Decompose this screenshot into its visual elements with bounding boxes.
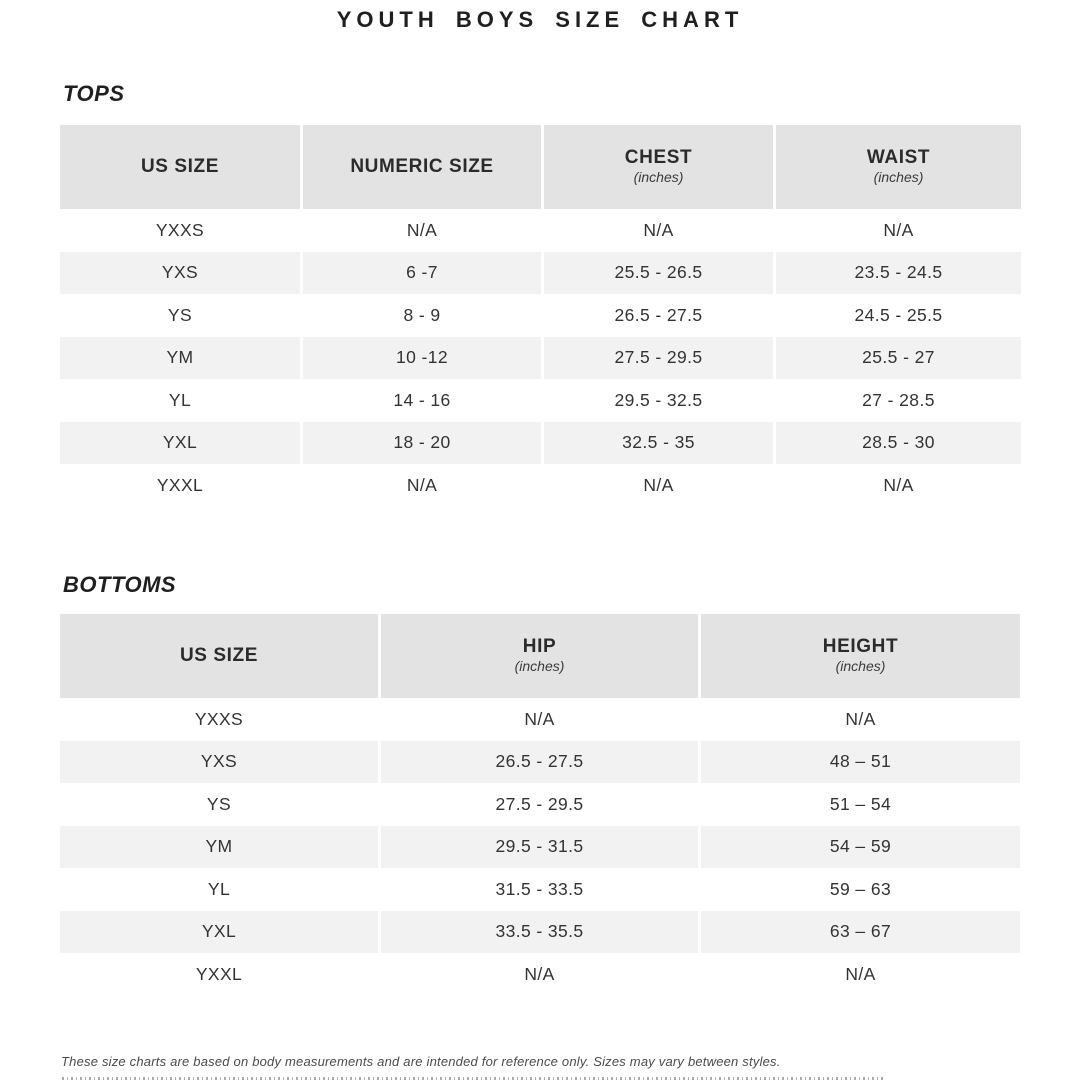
column-label: US SIZE	[179, 644, 259, 666]
table-cell: YXS	[60, 741, 378, 784]
section-heading-bottoms: BOTTOMS	[63, 572, 177, 597]
table-cell: N/A	[701, 698, 1020, 741]
column-label: CHEST	[624, 147, 693, 169]
header-cell-waist	[776, 125, 1021, 209]
table-row	[60, 337, 1021, 380]
table-cell: 14 - 16	[303, 379, 541, 422]
table-cell: YXXL	[60, 953, 378, 996]
table-cell: 63 – 67	[701, 911, 1020, 954]
column-sub: (inches)	[835, 658, 886, 675]
table-cell: N/A	[381, 698, 698, 741]
column-label: HIP	[522, 636, 557, 658]
table-cell: 59 – 63	[701, 868, 1020, 911]
table-row	[60, 783, 1020, 826]
table-cell: N/A	[544, 464, 773, 507]
table-cell: 26.5 - 27.5	[544, 294, 773, 337]
table-row	[60, 741, 1020, 784]
table-row	[60, 252, 1021, 295]
table-cell: YM	[60, 826, 378, 869]
bottoms-table	[60, 614, 1020, 996]
table-cell: YXXL	[60, 464, 300, 507]
table-cell: 10 -12	[303, 337, 541, 380]
table-row	[60, 294, 1021, 337]
table-cell: N/A	[544, 209, 773, 252]
header-cell-us-size	[60, 614, 378, 698]
table-cell: 54 – 59	[701, 826, 1020, 869]
table-cell: 8 - 9	[303, 294, 541, 337]
footer-note: These size charts are based on body measurements and are intended for reference only. Sizes may vary between styles.	[61, 1054, 781, 1069]
table-cell: 31.5 - 33.5	[381, 868, 698, 911]
table-cell: N/A	[701, 953, 1020, 996]
header-cell-chest	[544, 125, 773, 209]
table-cell: N/A	[776, 464, 1021, 507]
table-cell: N/A	[303, 209, 541, 252]
bottoms-table-body	[60, 698, 1020, 996]
table-cell: YXL	[60, 422, 300, 465]
table-cell: YL	[60, 379, 300, 422]
table-cell: 23.5 - 24.5	[776, 252, 1021, 295]
column-sub: (inches)	[873, 169, 924, 186]
table-row	[60, 464, 1021, 507]
table-cell: 29.5 - 32.5	[544, 379, 773, 422]
table-row	[60, 953, 1020, 996]
column-sub: (inches)	[633, 169, 684, 186]
header-cell-us-size	[60, 125, 300, 209]
table-cell: 48 – 51	[701, 741, 1020, 784]
table-cell: N/A	[381, 953, 698, 996]
table-cell: YXS	[60, 252, 300, 295]
column-sub: (inches)	[514, 658, 565, 675]
header-cell-numeric-size	[303, 125, 541, 209]
table-cell: 32.5 - 35	[544, 422, 773, 465]
column-label: HEIGHT	[822, 636, 899, 658]
table-cell: YS	[60, 294, 300, 337]
table-cell: 33.5 - 35.5	[381, 911, 698, 954]
table-cell: YL	[60, 868, 378, 911]
table-cell: YXL	[60, 911, 378, 954]
table-cell: 6 -7	[303, 252, 541, 295]
table-row	[60, 698, 1020, 741]
column-label: NUMERIC SIZE	[350, 155, 494, 177]
table-cell: 24.5 - 25.5	[776, 294, 1021, 337]
table-cell: YXXS	[60, 698, 378, 741]
tops-table	[60, 125, 1021, 507]
table-cell: 28.5 - 30	[776, 422, 1021, 465]
column-label: WAIST	[866, 147, 931, 169]
header-cell-height	[701, 614, 1020, 698]
header-cell-hip	[381, 614, 698, 698]
bottoms-table-header	[60, 614, 1020, 698]
table-cell: 51 – 54	[701, 783, 1020, 826]
table-cell: YXXS	[60, 209, 300, 252]
table-cell: YM	[60, 337, 300, 380]
table-row	[60, 826, 1020, 869]
table-row	[60, 379, 1021, 422]
tops-table-header	[60, 125, 1021, 209]
table-cell: N/A	[303, 464, 541, 507]
table-cell: 25.5 - 26.5	[544, 252, 773, 295]
section-heading-tops: TOPS	[63, 81, 125, 106]
table-cell: 29.5 - 31.5	[381, 826, 698, 869]
table-cell: 26.5 - 27.5	[381, 741, 698, 784]
table-cell: 25.5 - 27	[776, 337, 1021, 380]
table-row	[60, 209, 1021, 252]
table-cell: N/A	[776, 209, 1021, 252]
page-title: YOUTH BOYS SIZE CHART	[336, 7, 744, 32]
table-cell: 27 - 28.5	[776, 379, 1021, 422]
tops-table-body	[60, 209, 1021, 507]
table-row	[60, 868, 1020, 911]
table-cell: YS	[60, 783, 378, 826]
table-row	[60, 911, 1020, 954]
table-row	[60, 422, 1021, 465]
column-label: US SIZE	[140, 155, 220, 177]
table-cell: 27.5 - 29.5	[381, 783, 698, 826]
table-cell: 18 - 20	[303, 422, 541, 465]
table-cell: 27.5 - 29.5	[544, 337, 773, 380]
